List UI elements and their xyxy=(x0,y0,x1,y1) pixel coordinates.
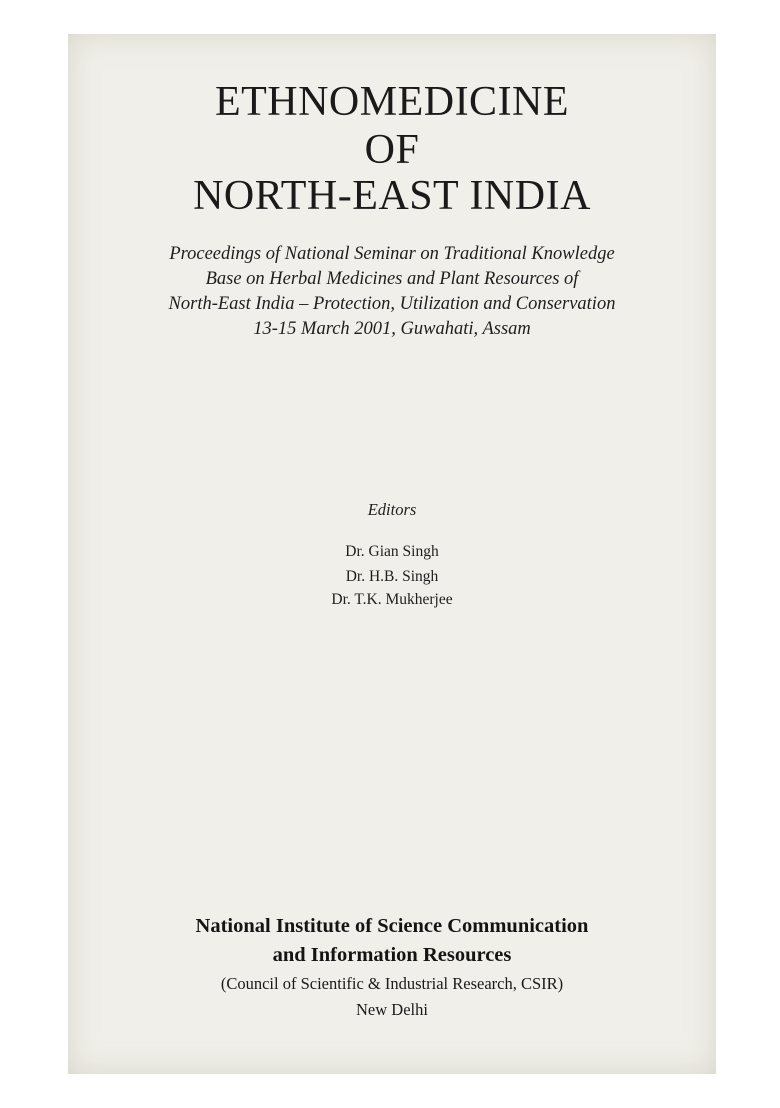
proceedings-line-4: 13-15 March 2001, Guwahati, Assam xyxy=(253,319,531,339)
proceedings-line-2: Base on Herbal Medicines and Plant Resources of xyxy=(205,269,579,289)
editor-name: Dr. T.K. Mukherjee xyxy=(331,591,453,608)
editor-name: Dr. Gian Singh xyxy=(345,543,439,560)
publisher-location: New Delhi xyxy=(356,1000,428,1019)
editor-name: Dr. H.B. Singh xyxy=(345,568,439,585)
editors-label: Editors xyxy=(367,500,417,519)
book-title-line-1: ETHNOMEDICINE xyxy=(214,79,570,125)
book-title-line-2: OF xyxy=(364,127,420,173)
publisher-name-line-1: National Institute of Science Communication xyxy=(195,915,589,937)
proceedings-line-3: North-East India – Protection, Utilization and Conservation xyxy=(168,294,616,314)
publisher-name-line-2: and Information Resources xyxy=(272,944,512,966)
proceedings-line-1: Proceedings of National Seminar on Traditional Knowledge xyxy=(169,244,615,264)
publisher-parent-org: (Council of Scientific & Industrial Research, CSIR) xyxy=(220,974,564,993)
book-title-line-3: NORTH-EAST INDIA xyxy=(193,173,591,219)
